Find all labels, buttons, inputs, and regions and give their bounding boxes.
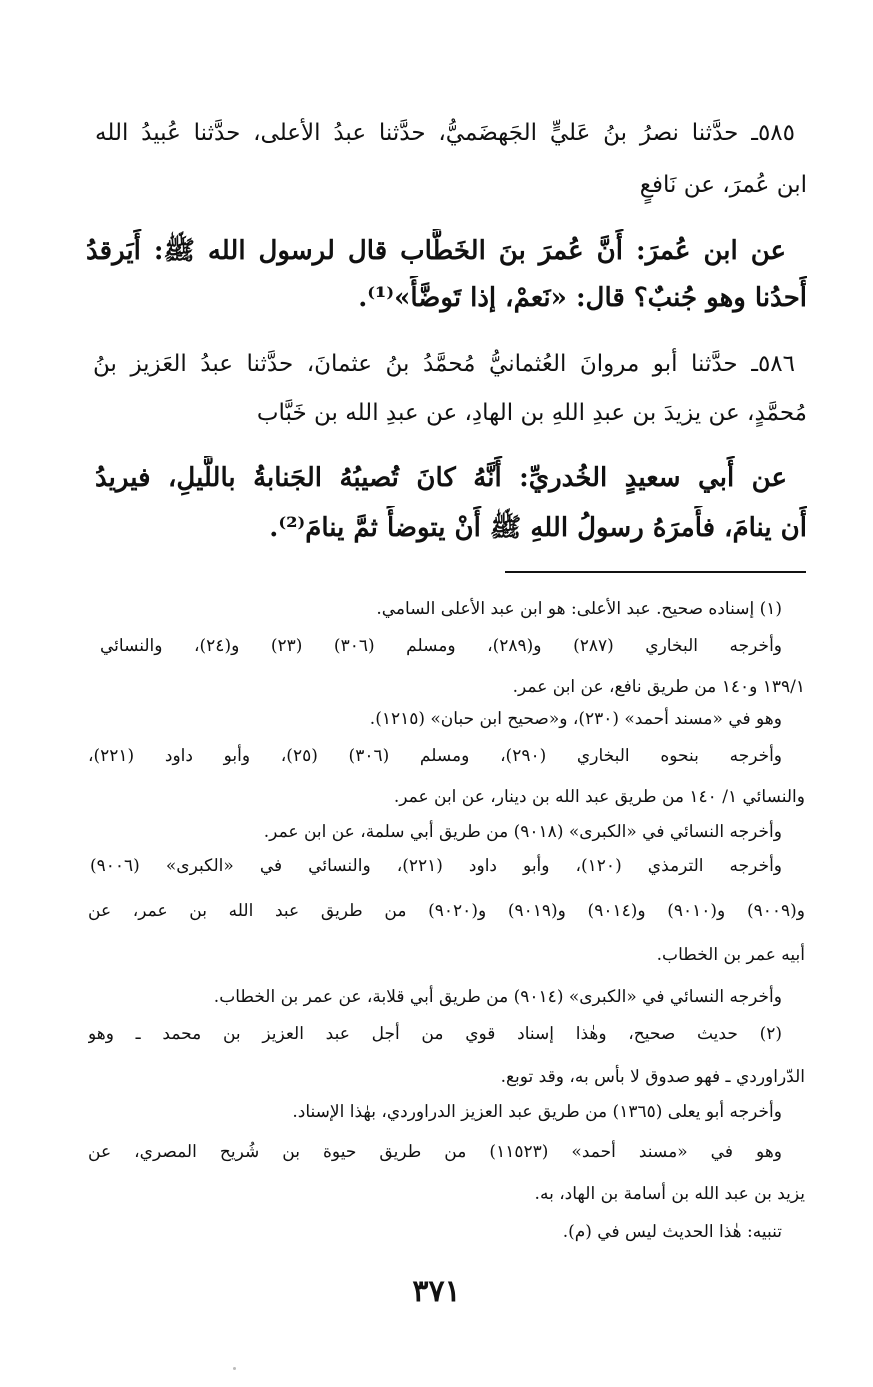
footnote-line: و(٩٠٠٩) و(٩٠١٠) و(٩٠١٤) و(٩٠١٩) و(٩٠٢٠) من طريق عبد الله بن عمر، عن — [88, 901, 805, 921]
footnote-line: أبيه عمر بن الخطاب. — [656, 945, 805, 965]
footnote-line: وأخرجه النسائي في «الكبرى» (٩٠١٨) من طريق أبي سلمة، عن ابن عمر. — [263, 822, 782, 842]
hadith-586-matn-line-1: عن أَبي سعيدٍ الخُدريِّ: أَنَّهُ كانَ تُصيبُهُ الجَنابةُ باللَّيلِ، فيريدُ — [95, 463, 787, 493]
footnote-line: الدّراوردي ـ فهو صدوق لا بأس به، وقد توبع. — [500, 1067, 805, 1087]
hadith-586-isnad-line-1: ٥٨٦ـ حدَّثنا أبو مروانَ العُثمانيُّ مُحمَّدُ بنُ عثمانَ، حدَّثنا عبدُ العَزيز بنُ — [93, 351, 795, 377]
footnote-line: (١) إسناده صحيح. عبد الأعلى: هو ابن عبد الأعلى السامي. — [376, 599, 782, 619]
footnote-line: وأخرجه النسائي في «الكبرى» (٩٠١٤) من طريق أبي قلابة، عن عمر بن الخطاب. — [213, 987, 782, 1007]
footnote-line: (٢) حديث صحيح، وهٰذا إسناد قوي من أجل عبد العزيز بن محمد ـ وهو — [88, 1024, 782, 1044]
footnote-line: تنبيه: هٰذا الحديث ليس في (م). — [562, 1222, 782, 1242]
hadith-585-isnad-line-1: ٥٨٥ـ حدَّثنا نصرُ بنُ عَليٍّ الجَهضَميُّ، حدَّثنا عبدُ الأعلى، حدَّثنا عُبيدُ الله — [95, 120, 795, 146]
footnote-line: ١٣٩/١ و١٤٠ من طريق نافع، عن ابن عمر. — [512, 677, 805, 697]
footnote-separator — [505, 571, 806, 573]
footnote-line: يزيد بن عبد الله بن أسامة بن الهاد، به. — [534, 1184, 805, 1204]
hadith-586-matn-line-2: أَن ينامَ، فأَمرَهُ رسولُ اللهِ ﷺ أَنْ يتوضأَ ثمَّ ينامَ⁽²⁾. — [269, 513, 807, 543]
hadith-586-isnad-line-2: مُحمَّدٍ، عن يزيدَ بن عبدِ اللهِ بن الهادِ، عن عبدِ الله بن خَبَّاب — [256, 400, 807, 426]
scan-speck — [233, 1367, 236, 1370]
footnote-line: وأخرجه البخاري (٢٨٧) و(٢٨٩)، ومسلم (٣٠٦) (٢٣) و(٢٤)، والنسائي — [100, 636, 782, 656]
page-number: ٣٧١ — [412, 1274, 461, 1309]
hadith-585-matn-line-1: عن ابن عُمرَ: أَنَّ عُمرَ بنَ الخَطَّاب قال لرسول الله ﷺ: أَيَرقدُ — [86, 236, 786, 266]
footnote-line: وأخرجه بنحوه البخاري (٢٩٠)، ومسلم (٣٠٦) (٢٥)، وأبو داود (٢٢١)، — [88, 746, 782, 766]
hadith-585-matn-line-2: أَحدُنا وهو جُنبٌ؟ قال: «نَعمْ، إذا تَوضَّأَ»⁽¹⁾. — [358, 283, 807, 313]
footnote-line: وهو في «مسند أحمد» (١١٥٢٣) من طريق حيوة بن شُريح المصري، عن — [88, 1142, 782, 1162]
footnote-line: والنسائي ١/ ١٤٠ من طريق عبد الله بن دينار، عن ابن عمر. — [393, 787, 805, 807]
hadith-585-isnad-line-2: ابن عُمرَ، عن نَافعٍ — [639, 172, 807, 198]
footnote-line: وهو في «مسند أحمد» (٢٣٠)، و«صحيح ابن حبان» (١٢١٥). — [369, 709, 782, 729]
footnote-line: وأخرجه الترمذي (١٢٠)، وأبو داود (٢٢١)، والنسائي في «الكبرى» (٩٠٠٦) — [90, 856, 782, 876]
footnote-line: وأخرجه أبو يعلى (١٣٦٥) من طريق عبد العزيز الدراوردي، بهٰذا الإسناد. — [292, 1102, 782, 1122]
